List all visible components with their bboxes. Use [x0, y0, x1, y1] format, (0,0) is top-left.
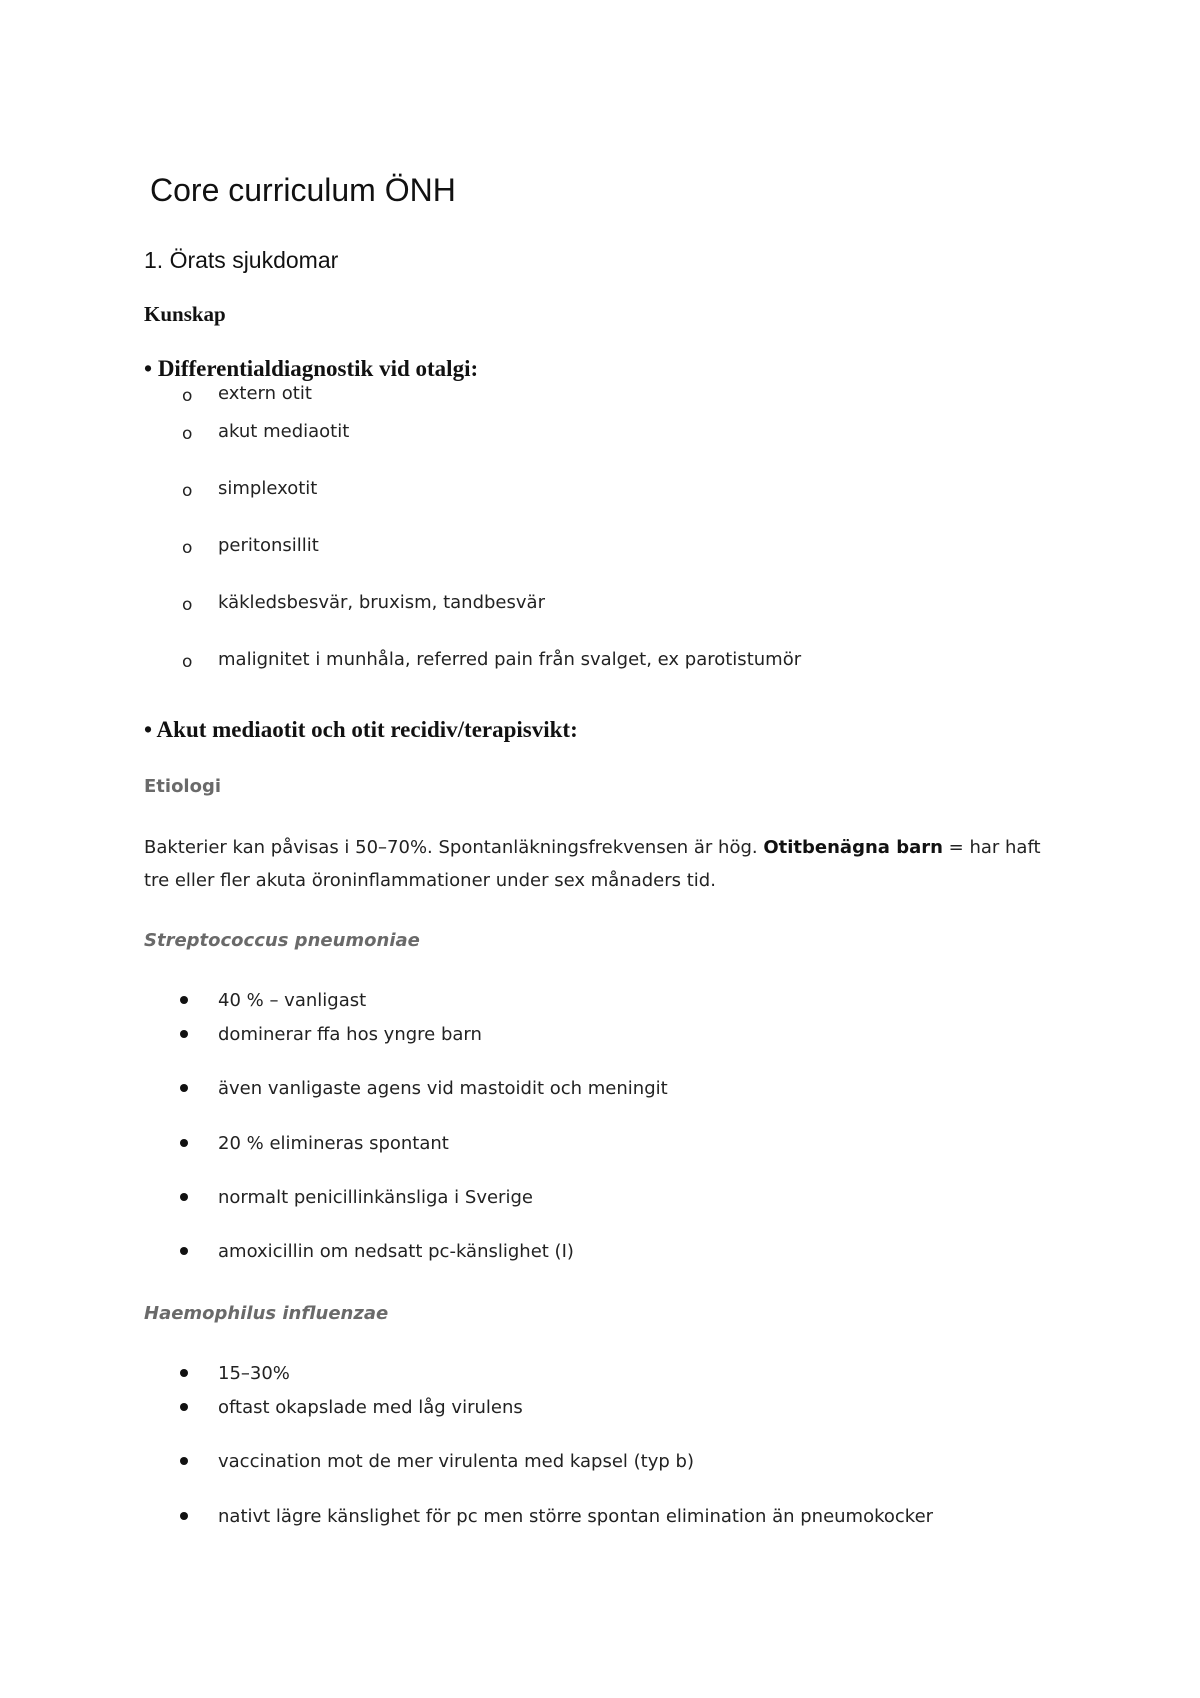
list-bullet [180, 1512, 188, 1520]
list-item: normalt penicillinkänsliga i Sverige [218, 1187, 533, 1208]
section-heading-ear-diseases: 1. Örats sjukdomar [144, 247, 339, 273]
paragraph-text: = har haft [942, 837, 1041, 858]
differential-diagnosis-title: Differentialdiagnostik vid otalgi: [157, 356, 479, 381]
otitis-prone-children-term: Otitbenägna barn [763, 837, 943, 858]
list-item: amoxicillin om nedsatt pc-känslighet (I) [218, 1241, 574, 1262]
heading-bullet: • [144, 717, 153, 742]
list-item: 20 % elimineras spontant [218, 1133, 449, 1154]
list-item: även vanligaste agens vid mastoidit och meningit [218, 1078, 668, 1099]
list-bullet [180, 996, 188, 1004]
list-item: 40 % – vanligast [218, 990, 367, 1011]
list-marker: o [182, 424, 193, 444]
etiology-paragraph-line-2: tre eller fler akuta öroninflammationer under sex månaders tid. [144, 870, 716, 891]
list-bullet [180, 1247, 188, 1255]
list-item: malignitet i munhåla, referred pain från svalget, ex parotistumör [218, 649, 802, 670]
document-title: Core curriculum ÖNH [150, 172, 456, 208]
etiology-paragraph-line-1 [144, 836, 1041, 860]
list-marker: o [182, 481, 193, 501]
list-item: käkledsbesvär, bruxism, tandbesvär [218, 592, 545, 613]
differential-diagnosis-heading [144, 354, 478, 384]
list-item: oftast okapslade med låg virulens [218, 1397, 523, 1418]
paragraph-text: Bakterier kan påvisas i 50–70%. Spontanläkningsfrekvensen är hög. [144, 837, 764, 858]
list-marker: o [182, 595, 193, 615]
acute-otitis-heading [144, 715, 578, 745]
list-bullet [180, 1193, 188, 1201]
acute-otitis-title: Akut mediaotit och otit recidiv/terapisvikt: [156, 717, 578, 742]
list-marker: o [182, 652, 193, 672]
list-bullet [180, 1369, 188, 1377]
list-item: vaccination mot de mer virulenta med kapsel (typ b) [218, 1451, 694, 1472]
list-item: dominerar ffa hos yngre barn [218, 1024, 482, 1045]
etiology-heading: Etiologi [144, 776, 222, 797]
list-bullet [180, 1457, 188, 1465]
list-bullet [180, 1403, 188, 1411]
list-item: simplexotit [218, 478, 318, 499]
list-marker: o [182, 538, 193, 558]
list-bullet [180, 1139, 188, 1147]
list-item: 15–30% [218, 1363, 290, 1384]
heading-bullet: • [144, 356, 153, 381]
list-bullet [180, 1030, 188, 1038]
list-item: extern otit [218, 383, 312, 404]
list-marker: o [182, 386, 193, 406]
haemophilus-heading: Haemophilus influenzae [144, 1303, 389, 1324]
knowledge-heading: Kunskap [144, 302, 226, 326]
list-item: peritonsillit [218, 535, 319, 556]
list-item: nativt lägre känslighet för pc men större spontan elimination än pneumokocker [218, 1506, 934, 1527]
list-item: akut mediaotit [218, 421, 350, 442]
streptococcus-heading: Streptococcus pneumoniae [144, 930, 420, 951]
list-bullet [180, 1084, 188, 1092]
